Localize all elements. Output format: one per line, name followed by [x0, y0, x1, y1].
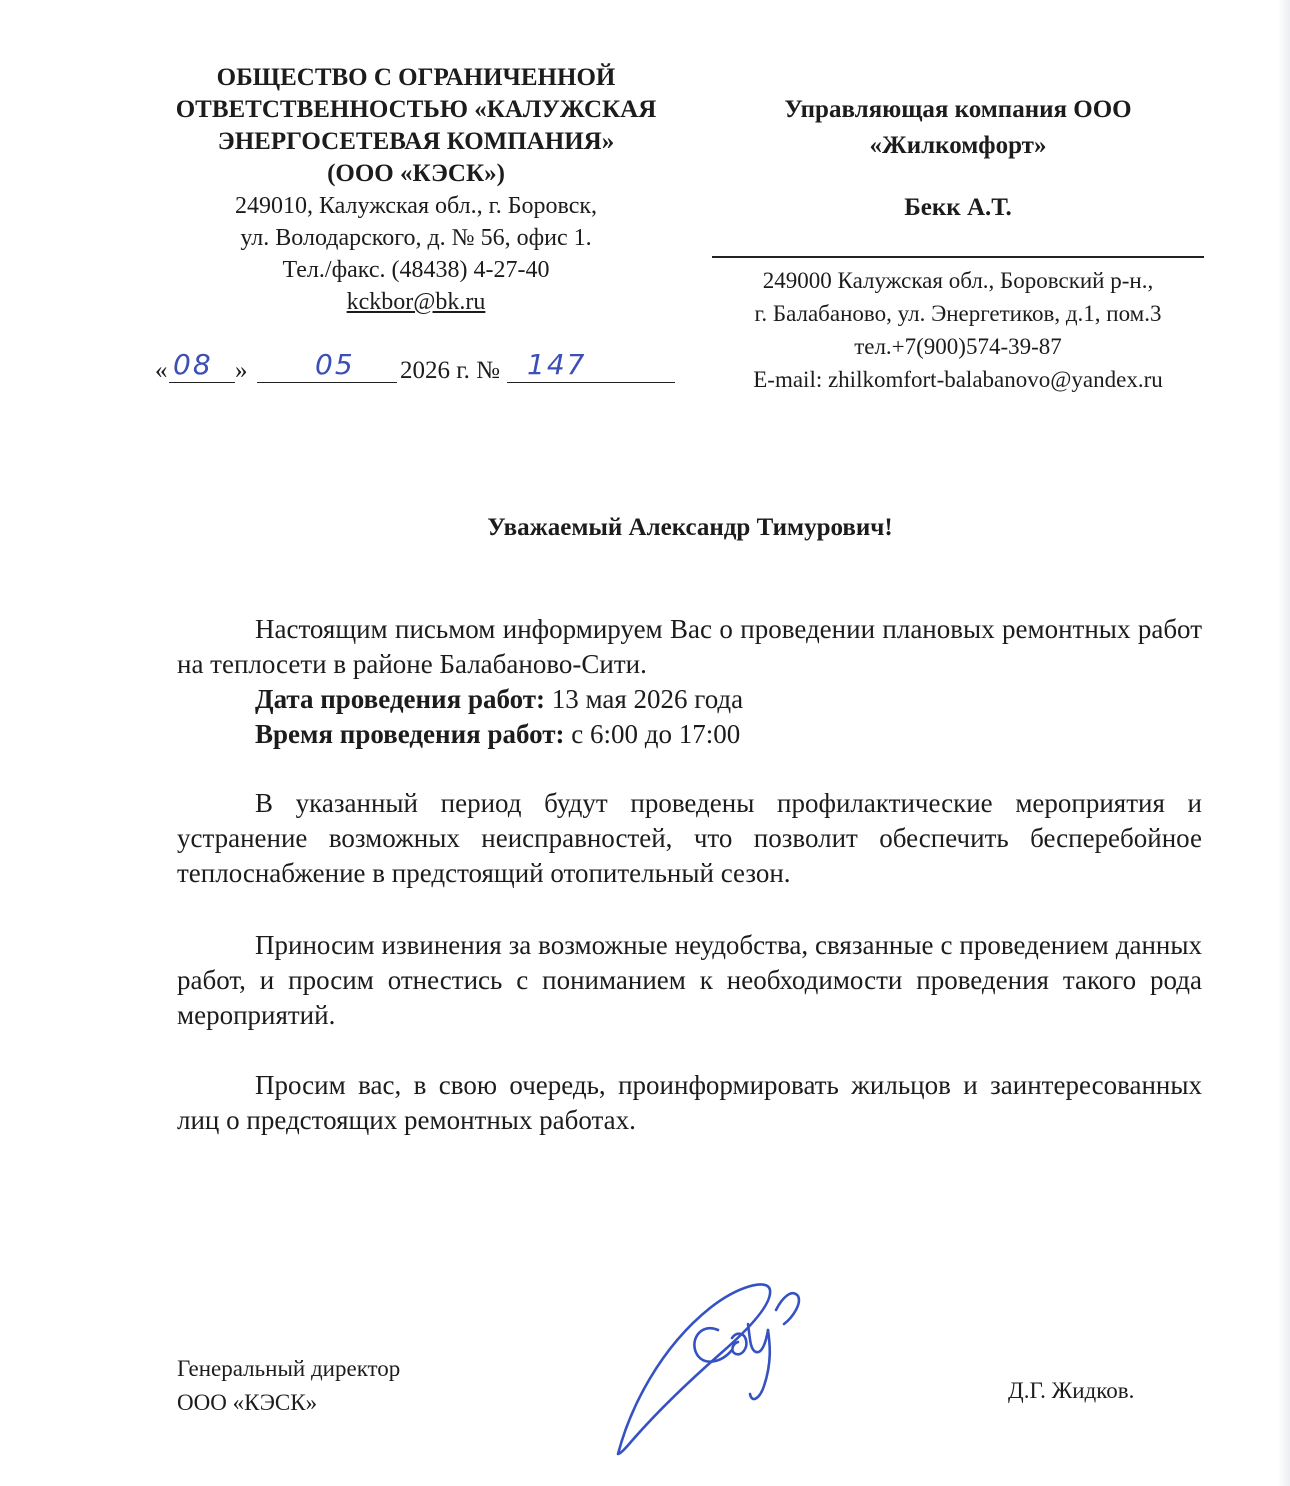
signatory-title-line: Генеральный директор [177, 1356, 401, 1381]
signatory-title [177, 1352, 400, 1420]
recipient-address-line: тел.+7(900)574-39-87 [854, 334, 1062, 359]
body-paragraph-1: Настоящим письмом информируем Вас о проведении плановых ремонтных работ на теплосети в районе Балабаново-Сити. [177, 614, 1202, 679]
body-paragraph-4: Просим вас, в свою очередь, проинформировать жильцов и заинтересованных лиц о предстоящих ремонтных работах. [177, 1070, 1202, 1135]
signatory-title-line: ООО «КЭСК» [177, 1390, 318, 1415]
sender-address-line: 249010, Калужская обл., г. Боровск, [234, 193, 597, 219]
ref-close-quote: » [235, 357, 248, 384]
outgoing-reference [155, 345, 695, 389]
salutation: Уважаемый Александр Тимурович! [487, 514, 893, 541]
work-time-value: с 6:00 до 17:00 [564, 719, 741, 749]
work-date-value: 13 мая 2026 года [545, 684, 744, 714]
recipient-block [712, 92, 1204, 396]
sender-org-line: ОБЩЕСТВО С ОГРАНИЧЕННОЙ [216, 64, 616, 91]
handwritten-signature [600, 1258, 820, 1468]
ref-day-line [169, 382, 235, 383]
ref-open-quote: « [155, 357, 168, 384]
signatory-name: Д.Г. Жидков. [1008, 1378, 1135, 1403]
ref-year-label: 2026 г. № [400, 357, 501, 384]
sender-email-link[interactable]: kckbor@bk.ru [346, 289, 486, 315]
sender-org-line: ОТВЕТСТВЕННОСТЬЮ «КАЛУЖСКАЯ [175, 96, 657, 123]
recipient-address-line: 249000 Калужская обл., Боровский р-н., [762, 268, 1154, 293]
recipient-company [712, 92, 1204, 164]
recipient-address [712, 264, 1204, 396]
sender-org-line: ЭНЕРГОСЕТЕВАЯ КОМПАНИЯ» [217, 128, 615, 155]
page-edge-shade [1278, 0, 1290, 1486]
ref-month-line [257, 382, 397, 383]
work-date-line [177, 682, 1202, 717]
sender-address [150, 190, 682, 318]
body-paragraph-3: Приносим извинения за возможные неудобства, связанные с проведением данных работ, и просим отнестись с пониманием к необходимости проведения такого рода мероприятий. [177, 930, 1202, 1030]
ref-day-handwritten: 08 [173, 348, 213, 381]
recipient-company-line: Управляющая компания ООО [784, 96, 1132, 123]
sender-org-name [150, 62, 682, 190]
recipient-address-line: г. Балабаново, ул. Энергетиков, д.1, пом.3 [754, 301, 1162, 326]
ref-number-line [507, 382, 675, 383]
ref-number-handwritten: 147 [527, 348, 587, 381]
letter-body-block-4 [177, 1068, 1202, 1138]
sender-address-line: Тел./факс. (48438) 4-27-40 [282, 257, 550, 283]
letter-body-block-1 [177, 612, 1202, 752]
work-date-label: Дата проведения работ: [255, 684, 545, 714]
work-time-line [177, 717, 1202, 752]
ref-month-handwritten: 05 [315, 348, 355, 381]
sender-org-line: (ООО «КЭСК») [327, 160, 505, 187]
letter-body-block-2 [177, 786, 1202, 891]
sender-address-line: ул. Володарского, д. № 56, офис 1. [240, 225, 592, 251]
recipient-divider [712, 256, 1204, 258]
recipient-company-line: «Жилкомфорт» [869, 132, 1047, 159]
work-time-label: Время проведения работ: [255, 719, 565, 749]
body-paragraph-2: В указанный период будут проведены профилактические мероприятия и устранение возможных неисправностей, что позволит обеспечить бесперебойное теплоснабжение в предстоящий отопительный сезон. [177, 788, 1202, 888]
recipient-email[interactable]: E-mail: zhilkomfort-balabanovo@yandex.ru [753, 367, 1163, 392]
recipient-person: Бекк А.Т. [904, 194, 1012, 221]
signature-strokes [618, 1284, 799, 1454]
sender-letterhead [150, 62, 682, 318]
letter-body-block-3 [177, 928, 1202, 1033]
